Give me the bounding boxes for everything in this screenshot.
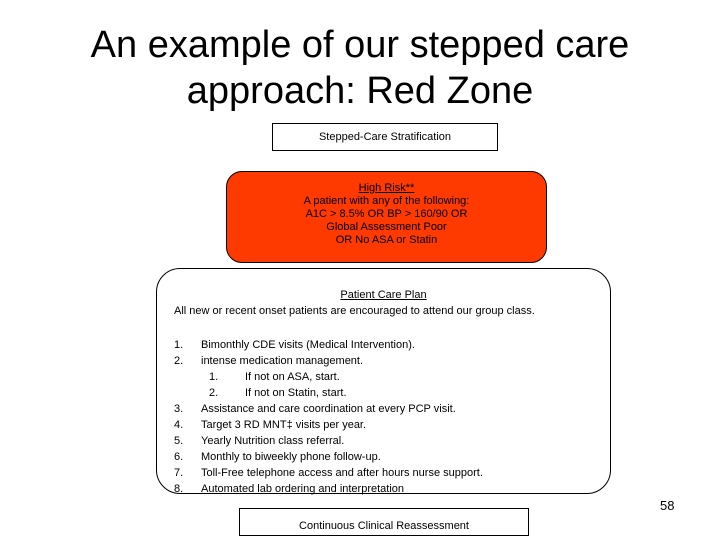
high-risk-box: [226, 171, 547, 263]
high-risk-line: A1C > 8.5% OR BP > 160/90 OR: [305, 208, 468, 220]
list-item: [157, 353, 610, 369]
high-risk-line: OR No ASA or Statin: [335, 234, 438, 246]
high-risk-line: Global Assessment Poor: [326, 221, 447, 233]
item-text: Toll-Free telephone access and after hours nurse support.: [201, 467, 483, 479]
list-item: [157, 481, 610, 497]
page-number: 58: [660, 498, 675, 513]
item-number: 1.: [174, 339, 184, 351]
item-number: 4.: [174, 419, 184, 431]
item-number: 2.: [209, 387, 219, 399]
item-text: Bimonthly CDE visits (Medical Intervention).: [201, 339, 415, 351]
title-line-1: An example of our stepped care: [90, 24, 630, 66]
item-number: 8.: [174, 483, 184, 495]
item-number: 3.: [174, 403, 184, 415]
reassessment-label: Continuous Clinical Reassessment: [299, 520, 469, 532]
list-item: [157, 337, 610, 353]
care-plan-intro: All new or recent onset patients are encouraged to attend our group class.: [174, 305, 535, 317]
slide-title: [0, 22, 720, 114]
item-number: 2.: [174, 355, 184, 367]
list-item: [157, 433, 610, 449]
care-plan-title: Patient Care Plan: [340, 289, 427, 301]
item-text: If not on ASA, start.: [245, 371, 340, 383]
item-text: Target 3 RD MNT‡ visits per year.: [201, 419, 367, 431]
item-text: Automated lab ordering and interpretation: [201, 483, 405, 495]
list-item: [157, 465, 610, 481]
high-risk-title: High Risk**: [358, 182, 415, 194]
item-number: 7.: [174, 467, 184, 479]
item-text: Yearly Nutrition class referral.: [201, 435, 345, 447]
item-number: 1.: [209, 371, 219, 383]
care-plan-list: [157, 337, 610, 497]
care-plan-box: [156, 268, 611, 494]
stratification-box: [272, 123, 498, 151]
list-item: [157, 449, 610, 465]
sub-list-item: [157, 385, 610, 401]
high-risk-line: A patient with any of the following:: [303, 195, 470, 207]
item-text: Assistance and care coordination at every PCP visit.: [201, 403, 456, 415]
item-text: If not on Statin, start.: [245, 387, 347, 399]
item-text: Monthly to biweekly phone follow-up.: [201, 451, 381, 463]
reassessment-box: [239, 508, 529, 536]
item-text: intense medication management.: [201, 355, 364, 367]
item-number: 5.: [174, 435, 184, 447]
list-item: [157, 417, 610, 433]
sub-list-item: [157, 369, 610, 385]
title-line-2: approach: Red Zone: [186, 70, 534, 112]
stratification-label: Stepped-Care Stratification: [318, 131, 452, 143]
list-item: [157, 401, 610, 417]
item-number: 6.: [174, 451, 184, 463]
